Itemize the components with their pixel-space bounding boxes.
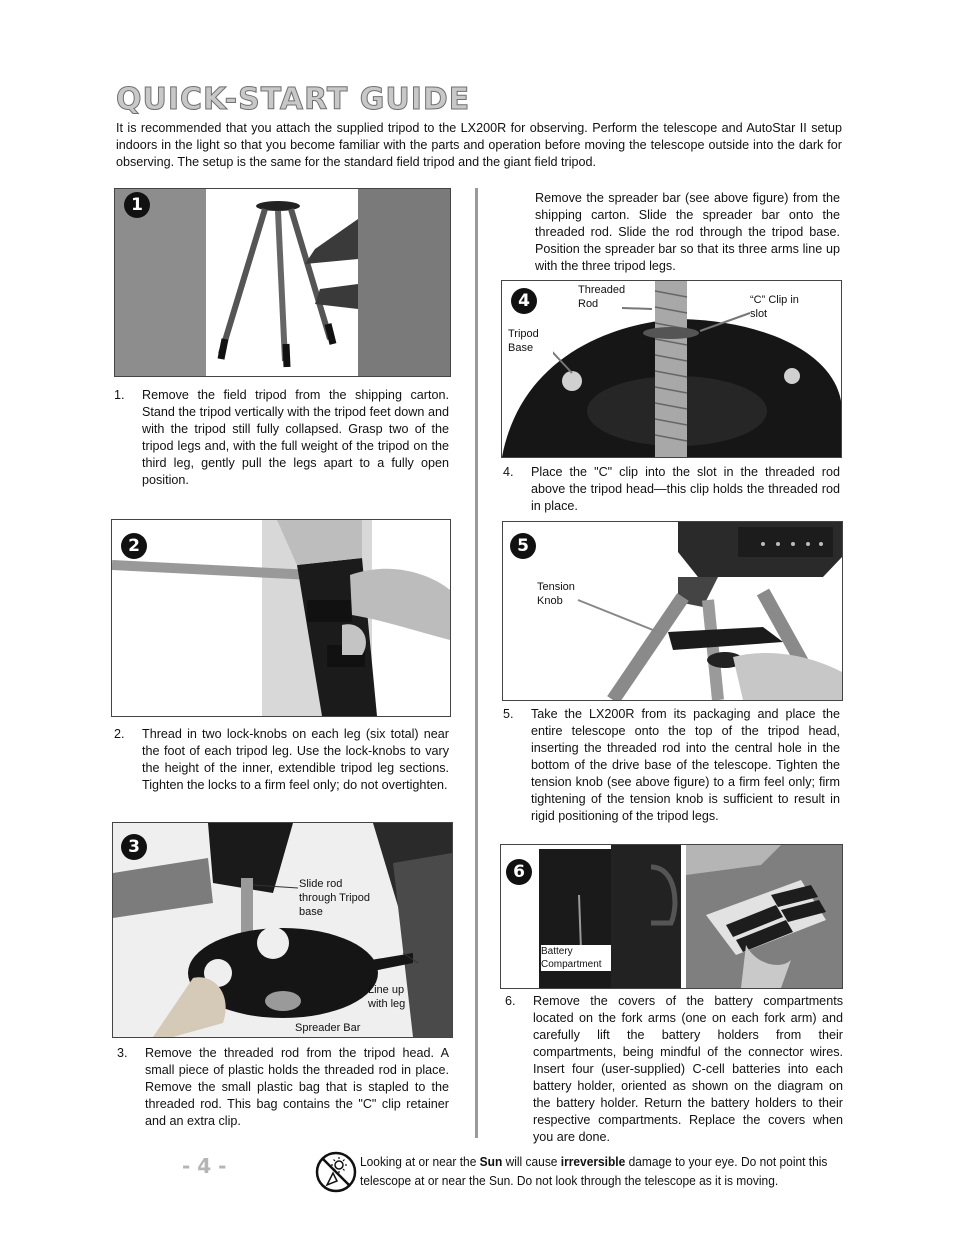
label-tripod-base: Tripod Base [508, 327, 553, 355]
step-badge-5: 5 [510, 533, 536, 559]
step-5-text: 5. Take the LX200R from its packaging and place the entire telescope onto the top of the tripod head, inserting the threaded rod into the central hole in the bottom of the drive base of the telescope. Tighten the tension knob (see above figure) to a firm feel only; firm tightening of the tension knob is sufficient to result in rigid positioning of the tripod legs. [503, 707, 840, 823]
figure-4-threaded-rod [501, 280, 842, 458]
column-divider [475, 188, 478, 1138]
sun-warning: Looking at or near the Sun will cause irreversible damage to your eye. Do not point this telescope at or near the Sun. Do not look through the telescope as it is moving. [360, 1154, 828, 1188]
no-sun-icon [315, 1151, 357, 1193]
spreader-bar-note: Remove the spreader bar (see above figure) from the shipping carton. Slide the spreader bar onto the threaded rod. Slide the rod through the tripod base. Position the spreader bar so that its three arms line up with the three tripod legs. [535, 191, 840, 273]
step-badge-3: 3 [121, 834, 147, 860]
label-line-up: Line up with leg [368, 984, 406, 1010]
label-tension-knob: Tension Knob [537, 581, 575, 607]
label-c-clip: “C” Clip in slot [750, 293, 805, 321]
figure-3-spreader-bar [112, 822, 453, 1038]
intro-paragraph: It is recommended that you attach the supplied tripod to the LX200R for observing. Perform the telescope and AutoStar II setup indoors in the light so that you become familiar with the parts and operation before moving the telescope outside into the dark for observing. The setup is the same for the standard field tripod and the giant field tripod. [116, 121, 842, 169]
label-battery-compartment: Battery Compartment [541, 945, 611, 971]
figure-2-lock-knobs [111, 519, 451, 717]
page-title: QUICK-START GUIDE [116, 82, 471, 117]
figure-6-battery [500, 844, 843, 989]
step-3-text: 3. Remove the threaded rod from the tripod head. A small piece of plastic holds the threaded rod in place. Remove the small plastic bag that is stapled to the threaded rod. This bag contains the "C" clip retainer and an extra clip. [117, 1046, 449, 1128]
label-spreader-bar: Spreader Bar [295, 1022, 361, 1034]
label-slide-rod: Slide rod through Tripod base [299, 878, 370, 918]
figure-5-tension-knob [502, 521, 843, 701]
page-number: - 4 - [182, 1154, 227, 1178]
step-badge-4: 4 [511, 288, 537, 314]
step-2-text: 2. Thread in two lock-knobs on each leg (six total) near the foot of each tripod leg. Use the lock-knobs to vary the height of the inner, extendible tripod leg sections. Tighten the locks to a firm feel only; do not overtighten. [114, 727, 449, 792]
label-threaded-rod: Threaded Rod [578, 284, 626, 310]
step-6-text: 6. Remove the covers of the battery compartments located on the fork arms (one on each fork arm) and carefully lift the battery holders from their compartments, being mindful of the connector wires. Insert four (user-supplied) C-cell batteries into each battery holder, oriented as shown on the diagram on the battery holder. Return the battery holders to their respective compartments. Replace the covers when you are done. [505, 994, 843, 1144]
step-badge-2: 2 [121, 533, 147, 559]
step-4-text: 4. Place the "C" clip into the slot in the threaded rod above the tripod head—this clip holds the threaded rod in place. [503, 465, 840, 513]
step-badge-6: 6 [506, 859, 532, 885]
step-badge-1: 1 [124, 192, 150, 218]
step-1-text: 1. Remove the field tripod from the shipping carton. Stand the tripod vertically with the tripod feet down and with the tripod still fully collapsed. Grasp two of the tripod legs and, with the full weight of the tripod on the third leg, gently pull the legs apart to a fully open position. [114, 388, 449, 487]
figure-1-tripod [114, 188, 451, 377]
